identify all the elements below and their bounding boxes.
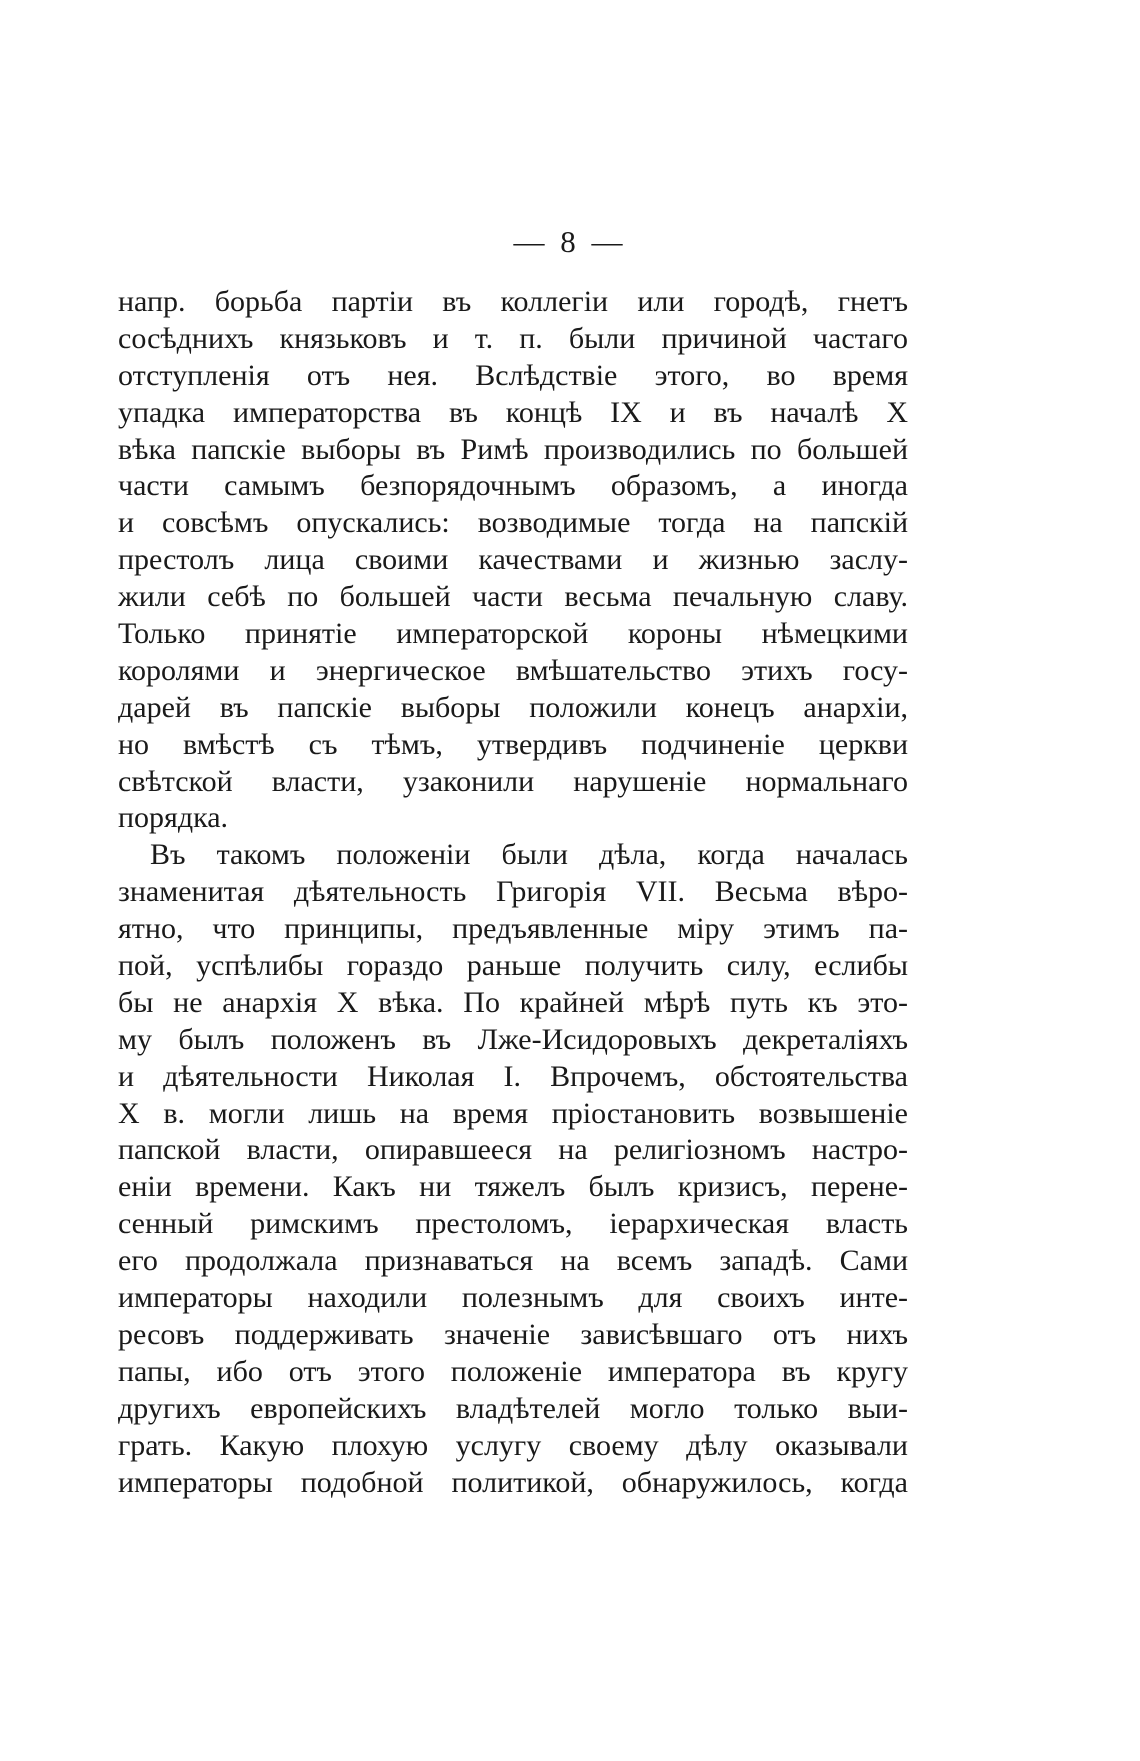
text-line: вѣка папскіе выборы въ Римѣ производились по большей bbox=[118, 432, 908, 466]
text-line: и дѣятельности Николая I. Впрочемъ, обстоятельства bbox=[118, 1059, 908, 1093]
text-line: папской власти, опиравшееся на религіозномъ настро- bbox=[118, 1133, 908, 1167]
text-line: но вмѣстѣ съ тѣмъ, утвердивъ подчиненіе церкви bbox=[118, 727, 908, 761]
text-line: упадка императорства въ концѣ IX и въ началѣ X bbox=[118, 395, 908, 429]
text-line: ресовъ поддерживать значеніе зависѣвшаго отъ нихъ bbox=[118, 1317, 908, 1351]
page-number: — 8 — bbox=[513, 224, 627, 259]
text-line: бы не анархія X вѣка. По крайней мѣрѣ путь къ это- bbox=[118, 985, 908, 1019]
text-line: ятно, что принципы, предъявленные міру этимъ па- bbox=[118, 912, 908, 946]
text-line: сосѣднихъ князьковъ и т. п. были причиной частаго bbox=[118, 321, 908, 355]
text-line: части самымъ безпорядочнымъ образомъ, а иногда bbox=[118, 469, 908, 503]
text-line: знаменитая дѣятельность Григорія VII. Весьма вѣро- bbox=[118, 875, 908, 909]
text-line: напр. борьба партіи въ коллегіи или городѣ, гнетъ bbox=[118, 285, 908, 318]
text-line: его продолжала признаваться на всемъ западѣ. Сами bbox=[118, 1244, 908, 1278]
text-line: Только принятіе императорской короны нѣмецкими bbox=[118, 617, 908, 651]
text-line: порядка. bbox=[118, 801, 229, 835]
paragraph-first-line: Въ такомъ положеніи были дѣла, когда началась bbox=[150, 838, 908, 872]
text-line: свѣтской власти, узаконили нарушеніе нормальнаго bbox=[118, 764, 908, 798]
text-line: пой, успѣлибы гораздо раньше получить силу, еслибы bbox=[118, 949, 908, 983]
text-line: дарей въ папскіе выборы положили конецъ анархіи, bbox=[118, 690, 908, 724]
text-line: X в. могли лишь на время пріостановить возвышеніе bbox=[118, 1096, 908, 1130]
text-line: сенный римскимъ престоломъ, іерархическая власть bbox=[118, 1207, 908, 1241]
text-line: императоры подобной политикой, обнаружилось, когда bbox=[118, 1465, 908, 1499]
text-line: папы, ибо отъ этого положеніе императора въ кругу bbox=[118, 1354, 908, 1388]
text-line: престолъ лица своими качествами и жизнью заслу- bbox=[118, 543, 908, 577]
text-line: жили себѣ по большей части весьма печальную славу. bbox=[118, 580, 908, 614]
text-line: му былъ положенъ въ Лже-Исидоровыхъ декреталіяхъ bbox=[118, 1022, 908, 1056]
text-line: и совсѣмъ опускались: возводимые тогда на папскій bbox=[118, 506, 908, 540]
text-line: другихъ европейскихъ владѣтелей могло только выи- bbox=[118, 1391, 908, 1425]
text-line: отступленія отъ нея. Вслѣдствіе этого, во время bbox=[118, 358, 908, 392]
text-line: грать. Какую плохую услугу своему дѣлу оказывали bbox=[118, 1428, 908, 1462]
text-line: королями и энергическое вмѣшательство этихъ госу- bbox=[118, 653, 908, 687]
body-text bbox=[118, 284, 908, 1501]
text-line: императоры находили полезнымъ для своихъ инте- bbox=[118, 1281, 908, 1315]
text-line: еніи времени. Какъ ни тяжелъ былъ кризисъ, перене- bbox=[118, 1170, 908, 1204]
